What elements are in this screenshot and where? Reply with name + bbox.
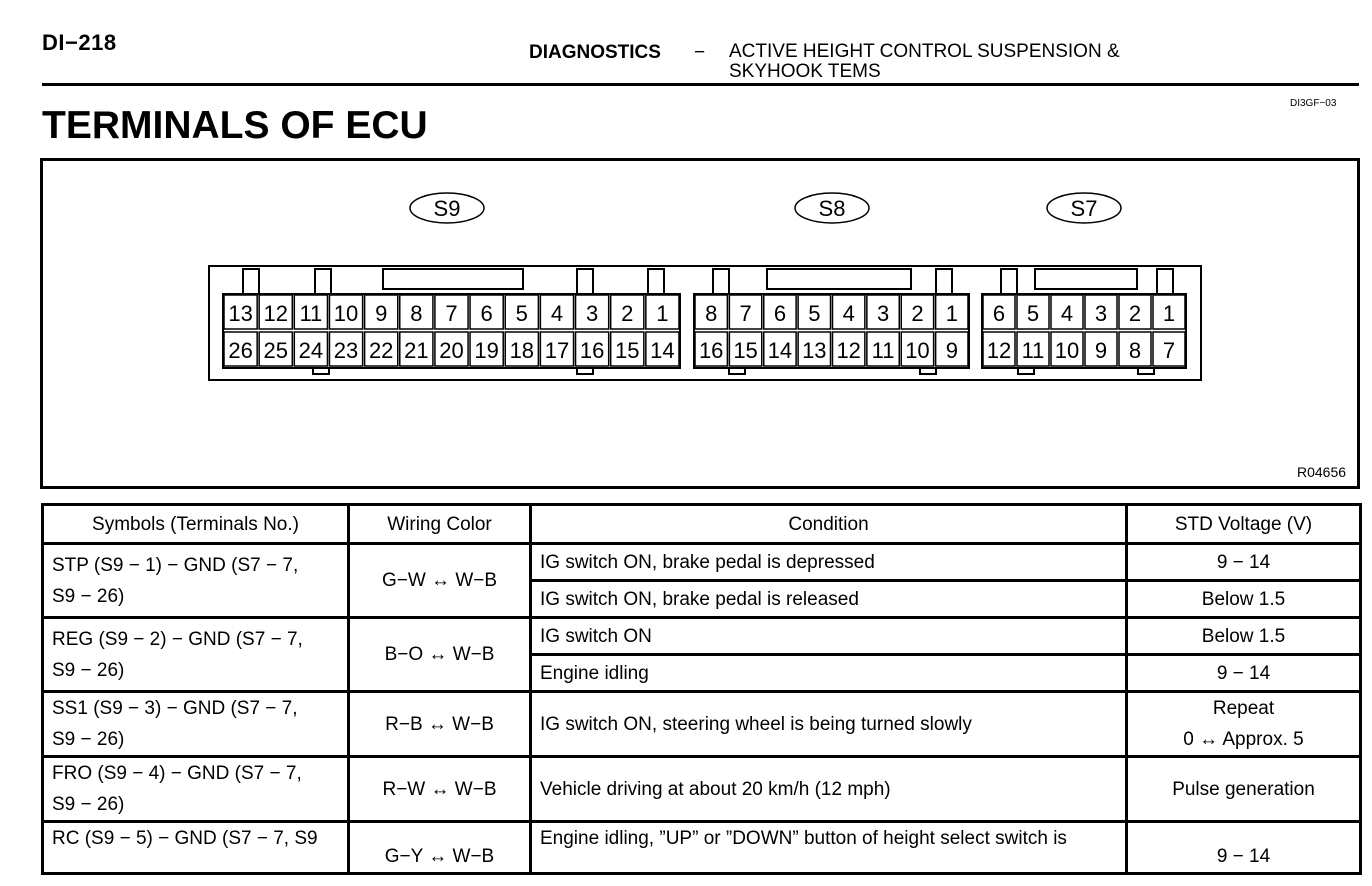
terminal-number: 9 (945, 338, 958, 363)
terminal-number: 2 (1128, 301, 1142, 326)
terminal-number: 7 (739, 301, 752, 326)
terminal-number: 6 (480, 301, 493, 326)
connector-key-tab (1157, 269, 1173, 294)
terminal-number: 16 (579, 338, 605, 363)
terminal-number: 9 (375, 301, 388, 326)
table-row (43, 692, 1361, 757)
symbol-cell (43, 692, 349, 757)
connector-key-tab (1001, 269, 1017, 294)
terminal-number: 3 (1094, 301, 1108, 326)
terminal-number: 3 (585, 301, 599, 326)
terminal-number: 6 (773, 301, 787, 326)
terminal-number: 14 (767, 338, 793, 363)
terminal-number: 12 (986, 338, 1012, 363)
terminal-number: 7 (445, 301, 458, 326)
terminal-number: 11 (1021, 338, 1045, 363)
terminal-number: 2 (621, 301, 634, 326)
terminal-number: 4 (842, 301, 855, 326)
wiring-cell: B−O ↔ W−B (349, 618, 531, 692)
voltage-cell: Below 1.5 (1127, 581, 1361, 618)
terminal-number: 5 (808, 301, 821, 326)
table-row (43, 822, 1361, 874)
terminal-number: 24 (298, 338, 324, 363)
terminal-number: 7 (1162, 338, 1176, 363)
col-header-symbols: Symbols (Terminals No.) (43, 505, 349, 544)
connector-key-tab (936, 269, 952, 294)
terminal-number: 15 (615, 338, 640, 363)
terminal-number: 11 (871, 338, 895, 363)
terminal-number: 8 (410, 301, 423, 326)
voltage-cell (1127, 692, 1361, 757)
col-header-voltage: STD Voltage (V) (1127, 505, 1361, 544)
terminal-number: 1 (945, 301, 958, 326)
terminal-number: 25 (263, 338, 288, 363)
subject-line-2: SKYHOOK TEMS (729, 61, 881, 82)
header-rule (42, 83, 1359, 86)
voltage-line: 0 ↔ Approx. 5 (1183, 729, 1304, 750)
voltage-cell: Below 1.5 (1127, 618, 1361, 655)
figure-id: R04656 (1297, 464, 1347, 480)
connector-key-tab (729, 368, 745, 374)
symbol-cell (43, 757, 349, 822)
connector-key-tab (713, 269, 729, 294)
condition-cell: IG switch ON, brake pedal is depressed (531, 544, 1127, 581)
connector-key-tab (313, 368, 329, 374)
header-dash: − (694, 42, 706, 63)
col-header-condition: Condition (531, 505, 1127, 544)
document-code: DI3GF−03 (1290, 98, 1337, 109)
col-header-wiring: Wiring Color (349, 505, 531, 544)
condition-cell: IG switch ON (531, 618, 1127, 655)
condition-cell: IG switch ON, brake pedal is released (531, 581, 1127, 618)
terminal-number: 4 (550, 301, 564, 326)
terminal-number: 8 (705, 301, 718, 326)
condition-line: Engine idling, ”UP” or ”DOWN” button of height select switch is (540, 828, 1067, 849)
connector-latch (383, 269, 523, 289)
wiring-cell: G−Y ↔ W−B (349, 822, 531, 874)
terminal-number: 1 (1162, 301, 1176, 326)
terminal-number: 15 (733, 338, 758, 363)
symbol-line: S9 − 26) (52, 794, 125, 815)
terminal-number: 13 (802, 338, 827, 363)
voltage-cell: 9 − 14 (1127, 822, 1361, 874)
terminal-number: 8 (1128, 338, 1142, 363)
terminal-number: 11 (299, 301, 323, 326)
terminal-number: 22 (368, 338, 394, 363)
symbol-line: SS1 (S9 − 3) − GND (S7 − 7, (52, 698, 298, 719)
terminal-number: 12 (836, 338, 861, 363)
terminal-number: 17 (544, 338, 570, 363)
symbol-line: FRO (S9 − 4) − GND (S7 − 7, (52, 763, 302, 784)
connector-key-tab (577, 368, 593, 374)
page-number: DI−218 (42, 30, 117, 55)
connector-key-tab (243, 269, 259, 294)
symbol-line: S9 − 26) (52, 659, 125, 681)
symbol-line: REG (S9 − 2) − GND (S7 − 7, (52, 628, 303, 650)
condition-cell: Engine idling (531, 655, 1127, 692)
terminal-number: 12 (263, 301, 288, 326)
section-title: DIAGNOSTICS (529, 42, 661, 63)
wiring-cell: R−B ↔ W−B (349, 692, 531, 757)
page-title: TERMINALS OF ECU (42, 104, 428, 147)
connector-key-tab (648, 269, 664, 294)
connector-diagram (43, 161, 1357, 486)
terminal-table (41, 503, 1362, 875)
symbol-cell (43, 544, 349, 618)
connector-label: S7 (1070, 196, 1098, 221)
terminal-number: 14 (650, 338, 675, 363)
terminal-number: 3 (876, 301, 890, 326)
terminal-number: 16 (698, 338, 724, 363)
table-header-row (43, 505, 1361, 544)
connector-key-tab (1138, 368, 1154, 374)
voltage-line: Repeat (1212, 698, 1275, 719)
terminal-number: 10 (333, 301, 359, 326)
voltage-cell: Pulse generation (1127, 757, 1361, 822)
wiring-cell: G−W ↔ W−B (349, 544, 531, 618)
symbol-cell (43, 822, 349, 874)
subject-title (729, 42, 1120, 82)
condition-cell: Vehicle driving at about 20 km/h (12 mph) (531, 757, 1127, 822)
terminal-number: 10 (905, 338, 930, 363)
terminal-number: 18 (509, 338, 535, 363)
connector-latch (767, 269, 911, 289)
terminal-number: 26 (228, 338, 253, 363)
voltage-cell: 9 − 14 (1127, 544, 1361, 581)
condition-cell (531, 822, 1127, 874)
connector-label: S9 (433, 196, 461, 221)
terminal-number: 10 (1054, 338, 1080, 363)
subject-line-1: ACTIVE HEIGHT CONTROL SUSPENSION & (729, 41, 1120, 62)
symbol-line: S9 − 26) (52, 729, 125, 750)
connector-key-tab (920, 368, 936, 374)
connector-key-tab (577, 269, 593, 294)
table-row (43, 757, 1361, 822)
connector-key-tab (1018, 368, 1034, 374)
terminal-number: 23 (333, 338, 359, 363)
connector-key-tab (315, 269, 331, 294)
symbol-cell (43, 618, 349, 692)
symbol-line: RC (S9 − 5) − GND (S7 − 7, S9 (52, 828, 318, 849)
terminal-number: 13 (228, 301, 253, 326)
symbol-line: S9 − 26) (52, 585, 125, 607)
voltage-cell: 9 − 14 (1127, 655, 1361, 692)
terminal-number: 2 (911, 301, 924, 326)
condition-cell: IG switch ON, steering wheel is being turned slowly (531, 692, 1127, 757)
terminal-number: 4 (1060, 301, 1074, 326)
connector-figure (40, 158, 1360, 489)
terminal-number: 20 (439, 338, 464, 363)
terminal-number: 6 (992, 301, 1006, 326)
wiring-cell: R−W ↔ W−B (349, 757, 531, 822)
terminal-number: 1 (656, 301, 669, 326)
connector-label: S8 (818, 196, 846, 221)
terminal-number: 9 (1094, 338, 1108, 363)
table-row (43, 544, 1361, 581)
terminal-number: 5 (515, 301, 528, 326)
table-row (43, 618, 1361, 655)
terminal-number: 21 (404, 338, 429, 363)
terminal-number: 5 (1026, 301, 1040, 326)
connector-latch (1035, 269, 1137, 289)
symbol-line: STP (S9 − 1) − GND (S7 − 7, (52, 554, 299, 576)
terminal-number: 19 (474, 338, 499, 363)
